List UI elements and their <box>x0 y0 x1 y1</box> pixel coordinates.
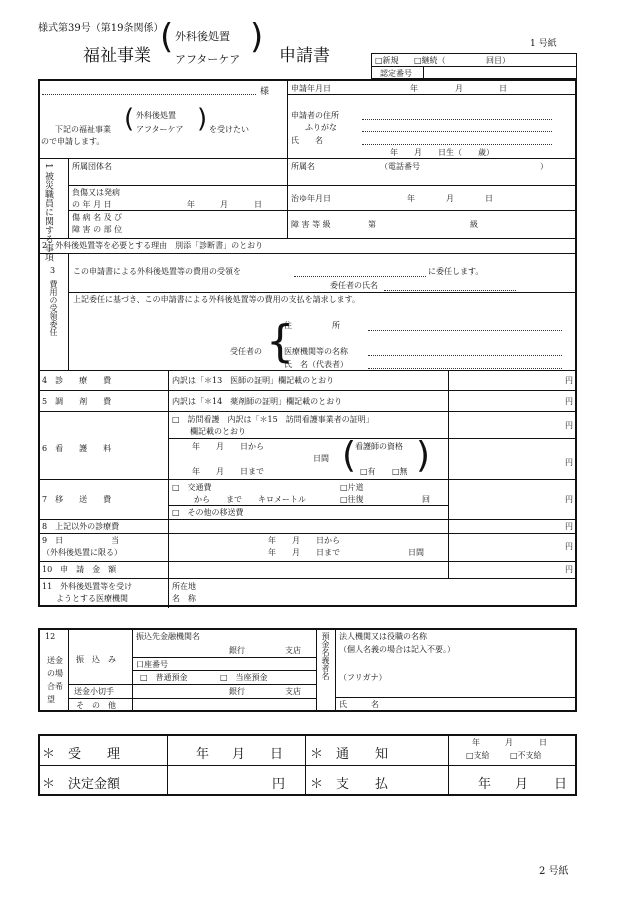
date-label: 申請年月日 <box>291 84 331 93</box>
decision-label: ＊ 決定金額 <box>42 777 121 792</box>
title-prefix: 福祉事業 <box>83 46 151 66</box>
section3-label: 費用の受領委任 <box>49 280 58 336</box>
transport-checkbox[interactable]: □ 交通費 <box>172 483 212 492</box>
title-brace-left: ( <box>160 17 174 57</box>
new-checkbox[interactable]: □新規 <box>375 56 399 65</box>
home-nursing-checkbox[interactable]: □ 訪問看護 内訳は「＊15 訪問看護事業者の証明」 <box>172 415 374 424</box>
receipt-label: ＊ 受 理 <box>42 747 121 762</box>
roundtrip-checkbox[interactable]: □往復 <box>340 495 364 504</box>
notice-label: ＊ 通 知 <box>310 747 389 762</box>
current-deposit-checkbox[interactable]: □ 当座預金 <box>220 673 268 682</box>
oneway-checkbox[interactable]: □片道 <box>340 483 364 492</box>
section2-text: 2 外科後処置等を必要とする理由 別添「診断書」のとおり <box>42 241 264 250</box>
applicant-name-label: 氏 名 <box>291 136 323 145</box>
title-suffix: 申請書 <box>279 46 330 66</box>
applicant-address-label: 申請者の住所 <box>291 111 339 120</box>
qualification-yes[interactable]: □有 <box>360 467 376 476</box>
addressee-suffix: 様 <box>260 87 270 97</box>
pay-checkbox[interactable]: □支給 <box>466 751 490 760</box>
intro-text-1: 下記の福祉事業 <box>55 125 111 134</box>
payment-label: 送金の場合希望 <box>47 656 63 704</box>
sheet-2: 2 号紙 <box>539 866 569 877</box>
continue-checkbox[interactable]: □継続（ <box>414 56 446 65</box>
payment-label-office: ＊ 支 払 <box>310 777 389 792</box>
ordinary-deposit-checkbox[interactable]: □ 普通預金 <box>140 673 188 682</box>
title-option1: 外科後処置 <box>175 30 230 43</box>
nopay-checkbox[interactable]: □不支給 <box>510 751 542 760</box>
title-brace-right: ) <box>250 17 264 57</box>
times-label: 回目） <box>486 56 510 65</box>
section1-label: 1 被災職員に関する事項 <box>43 163 53 262</box>
birth-date: 年 月 日生（ 歳） <box>390 148 494 157</box>
cert-no-label: 認定番号 <box>380 69 412 78</box>
qualification-no[interactable]: □無 <box>392 467 408 476</box>
form-number: 様式第39号（第19条関係） <box>38 23 164 34</box>
title-option2: アフターケア <box>175 53 241 66</box>
other-transport-checkbox[interactable]: □ その他の移送費 <box>172 508 244 517</box>
holder-label: 預金名義者名 <box>321 632 330 680</box>
sheet-1: 1 号紙 <box>530 39 557 49</box>
